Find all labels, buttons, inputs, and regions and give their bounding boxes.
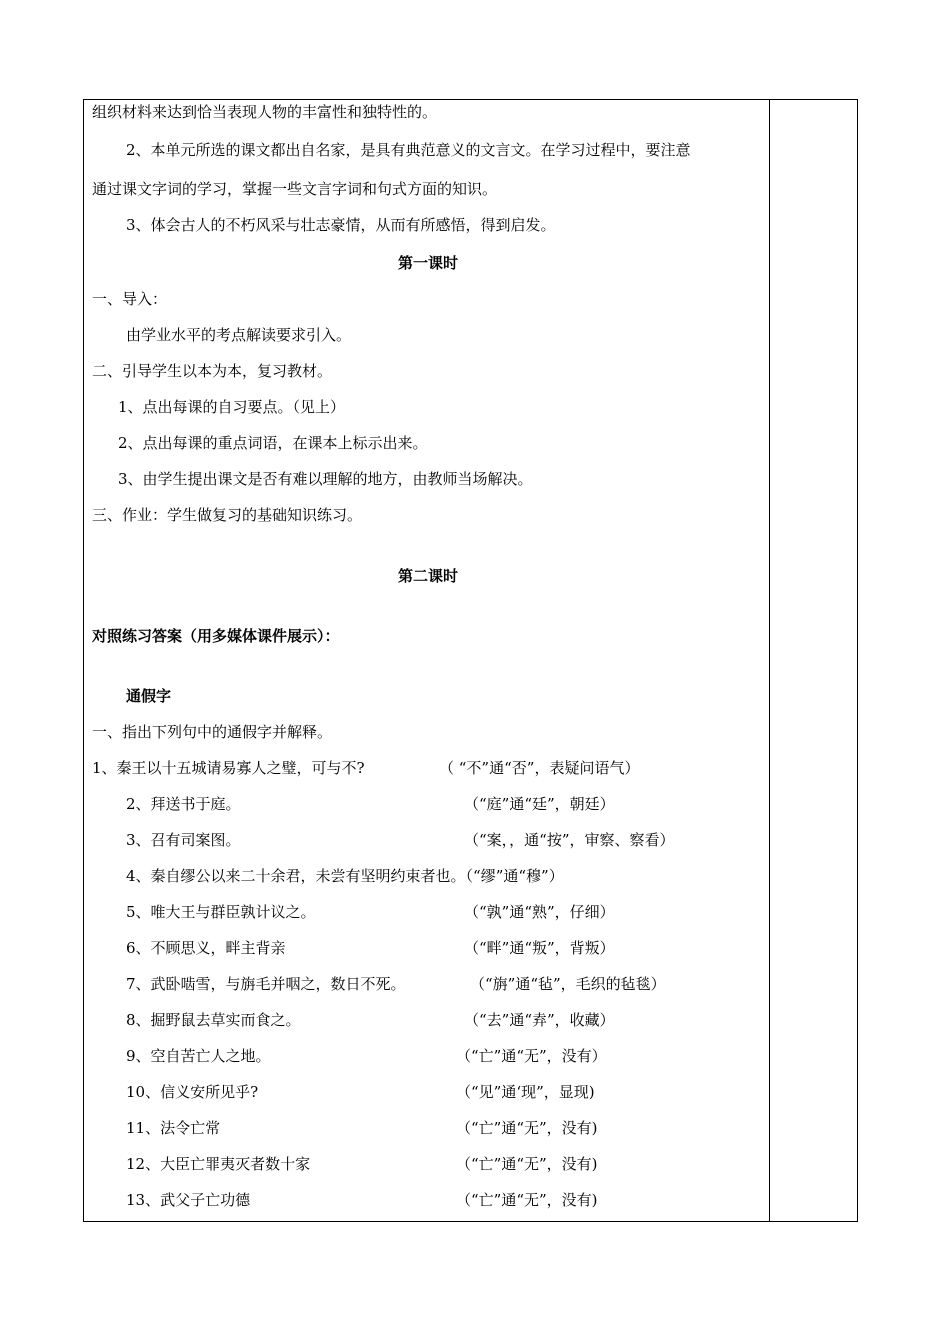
lesson1-line: 3、由学生提出课文是否有难以理解的地方，由教师当场解决。 [118, 470, 533, 488]
item-answer: （“亡”通“无”，没有) [456, 1119, 598, 1137]
item-answer: （“旃”通“毡”，毛织的毡毯） [470, 975, 666, 993]
item-answer: （“亡”通“无”，没有) [456, 1191, 598, 1209]
intro-line: 2、本单元所选的课文都出自名家，是具有典范意义的文言文。在学习过程中，要注意 [126, 141, 691, 159]
item-question: 6、不顾思义，畔主背亲 [126, 939, 286, 957]
item-answer: （“见”通‘现”，显现) [456, 1083, 595, 1101]
instruction: 一、指出下列句中的通假字并解释。 [92, 723, 333, 741]
item-question: 1、秦王以十五城请易寡人之璧，可与不? [92, 759, 365, 777]
item-question: 10、信义安所见乎? [126, 1083, 259, 1101]
intro-line: 通过课文字词的学习，掌握一些文言字词和句式方面的知识。 [92, 180, 498, 198]
item-question: 8、掘野鼠去草实而食之。 [126, 1011, 301, 1029]
item-question: 5、唯大王与群臣孰计议之。 [126, 903, 316, 921]
item-answer: （“庭”通“廷”，朝廷） [464, 795, 615, 813]
lesson1-line: 一、导入： [92, 290, 168, 308]
item-question: 9、空自苦亡人之地。 [126, 1047, 271, 1065]
item-answer: （“孰”通“熟”，仔细） [464, 903, 615, 921]
notes-cell [770, 100, 857, 1221]
lesson1-line: 2、点出每课的重点词语，在课本上标示出来。 [118, 434, 428, 452]
section-heading: 通假字 [126, 687, 172, 705]
item-question: 4、秦自缪公以来二十余君，未尝有坚明约束者也。（“缪”通“穆”） [126, 867, 564, 885]
item-question: 13、武父子亡功德 [126, 1191, 251, 1209]
item-answer: （“去”通“弆”，收藏） [464, 1011, 615, 1029]
lesson2-title: 第二课时 [397, 567, 458, 585]
item-question: 12、大臣亡罪夷灭者数十家 [126, 1155, 311, 1173]
lesson1-line: 由学业水平的考点解读要求引入。 [126, 326, 352, 344]
answers-heading: 对照练习答案（用多媒体课件展示）： [92, 627, 340, 645]
item-answer: （“案，，通“按”，审察、察看） [464, 831, 675, 849]
item-answer: （“亡”通“无”，没有） [456, 1047, 607, 1065]
lesson-plan-table [83, 99, 858, 1222]
item-question: 3、召有司案图。 [126, 831, 241, 849]
item-question: 7、武卧啮雪，与旃毛并咽之，数日不死。 [126, 975, 406, 993]
intro-line: 3、体会古人的不朽风采与壮志豪情，从而有所感悟，得到启发。 [126, 216, 556, 234]
lesson1-title: 第一课时 [397, 254, 458, 272]
item-question: 11、法令亡常 [126, 1119, 221, 1137]
item-answer: （“畔”通“叛”，背叛） [464, 939, 615, 957]
lesson1-line: 1、点出每课的自习要点。（见上） [118, 398, 346, 416]
intro-line: 组织材料来达到恰当表现人物的丰富性和独特性的。 [92, 103, 438, 121]
item-answer: （ “不”通“否”，表疑问语气） [439, 759, 640, 777]
lesson1-line: 三、作业：学生做复习的基础知识练习。 [92, 506, 363, 524]
item-question: 2、拜送书于庭。 [126, 795, 241, 813]
lesson1-line: 二、引导学生以本为本，复习教材。 [92, 362, 333, 380]
item-answer: （“亡”通“无”，没有) [456, 1155, 598, 1173]
